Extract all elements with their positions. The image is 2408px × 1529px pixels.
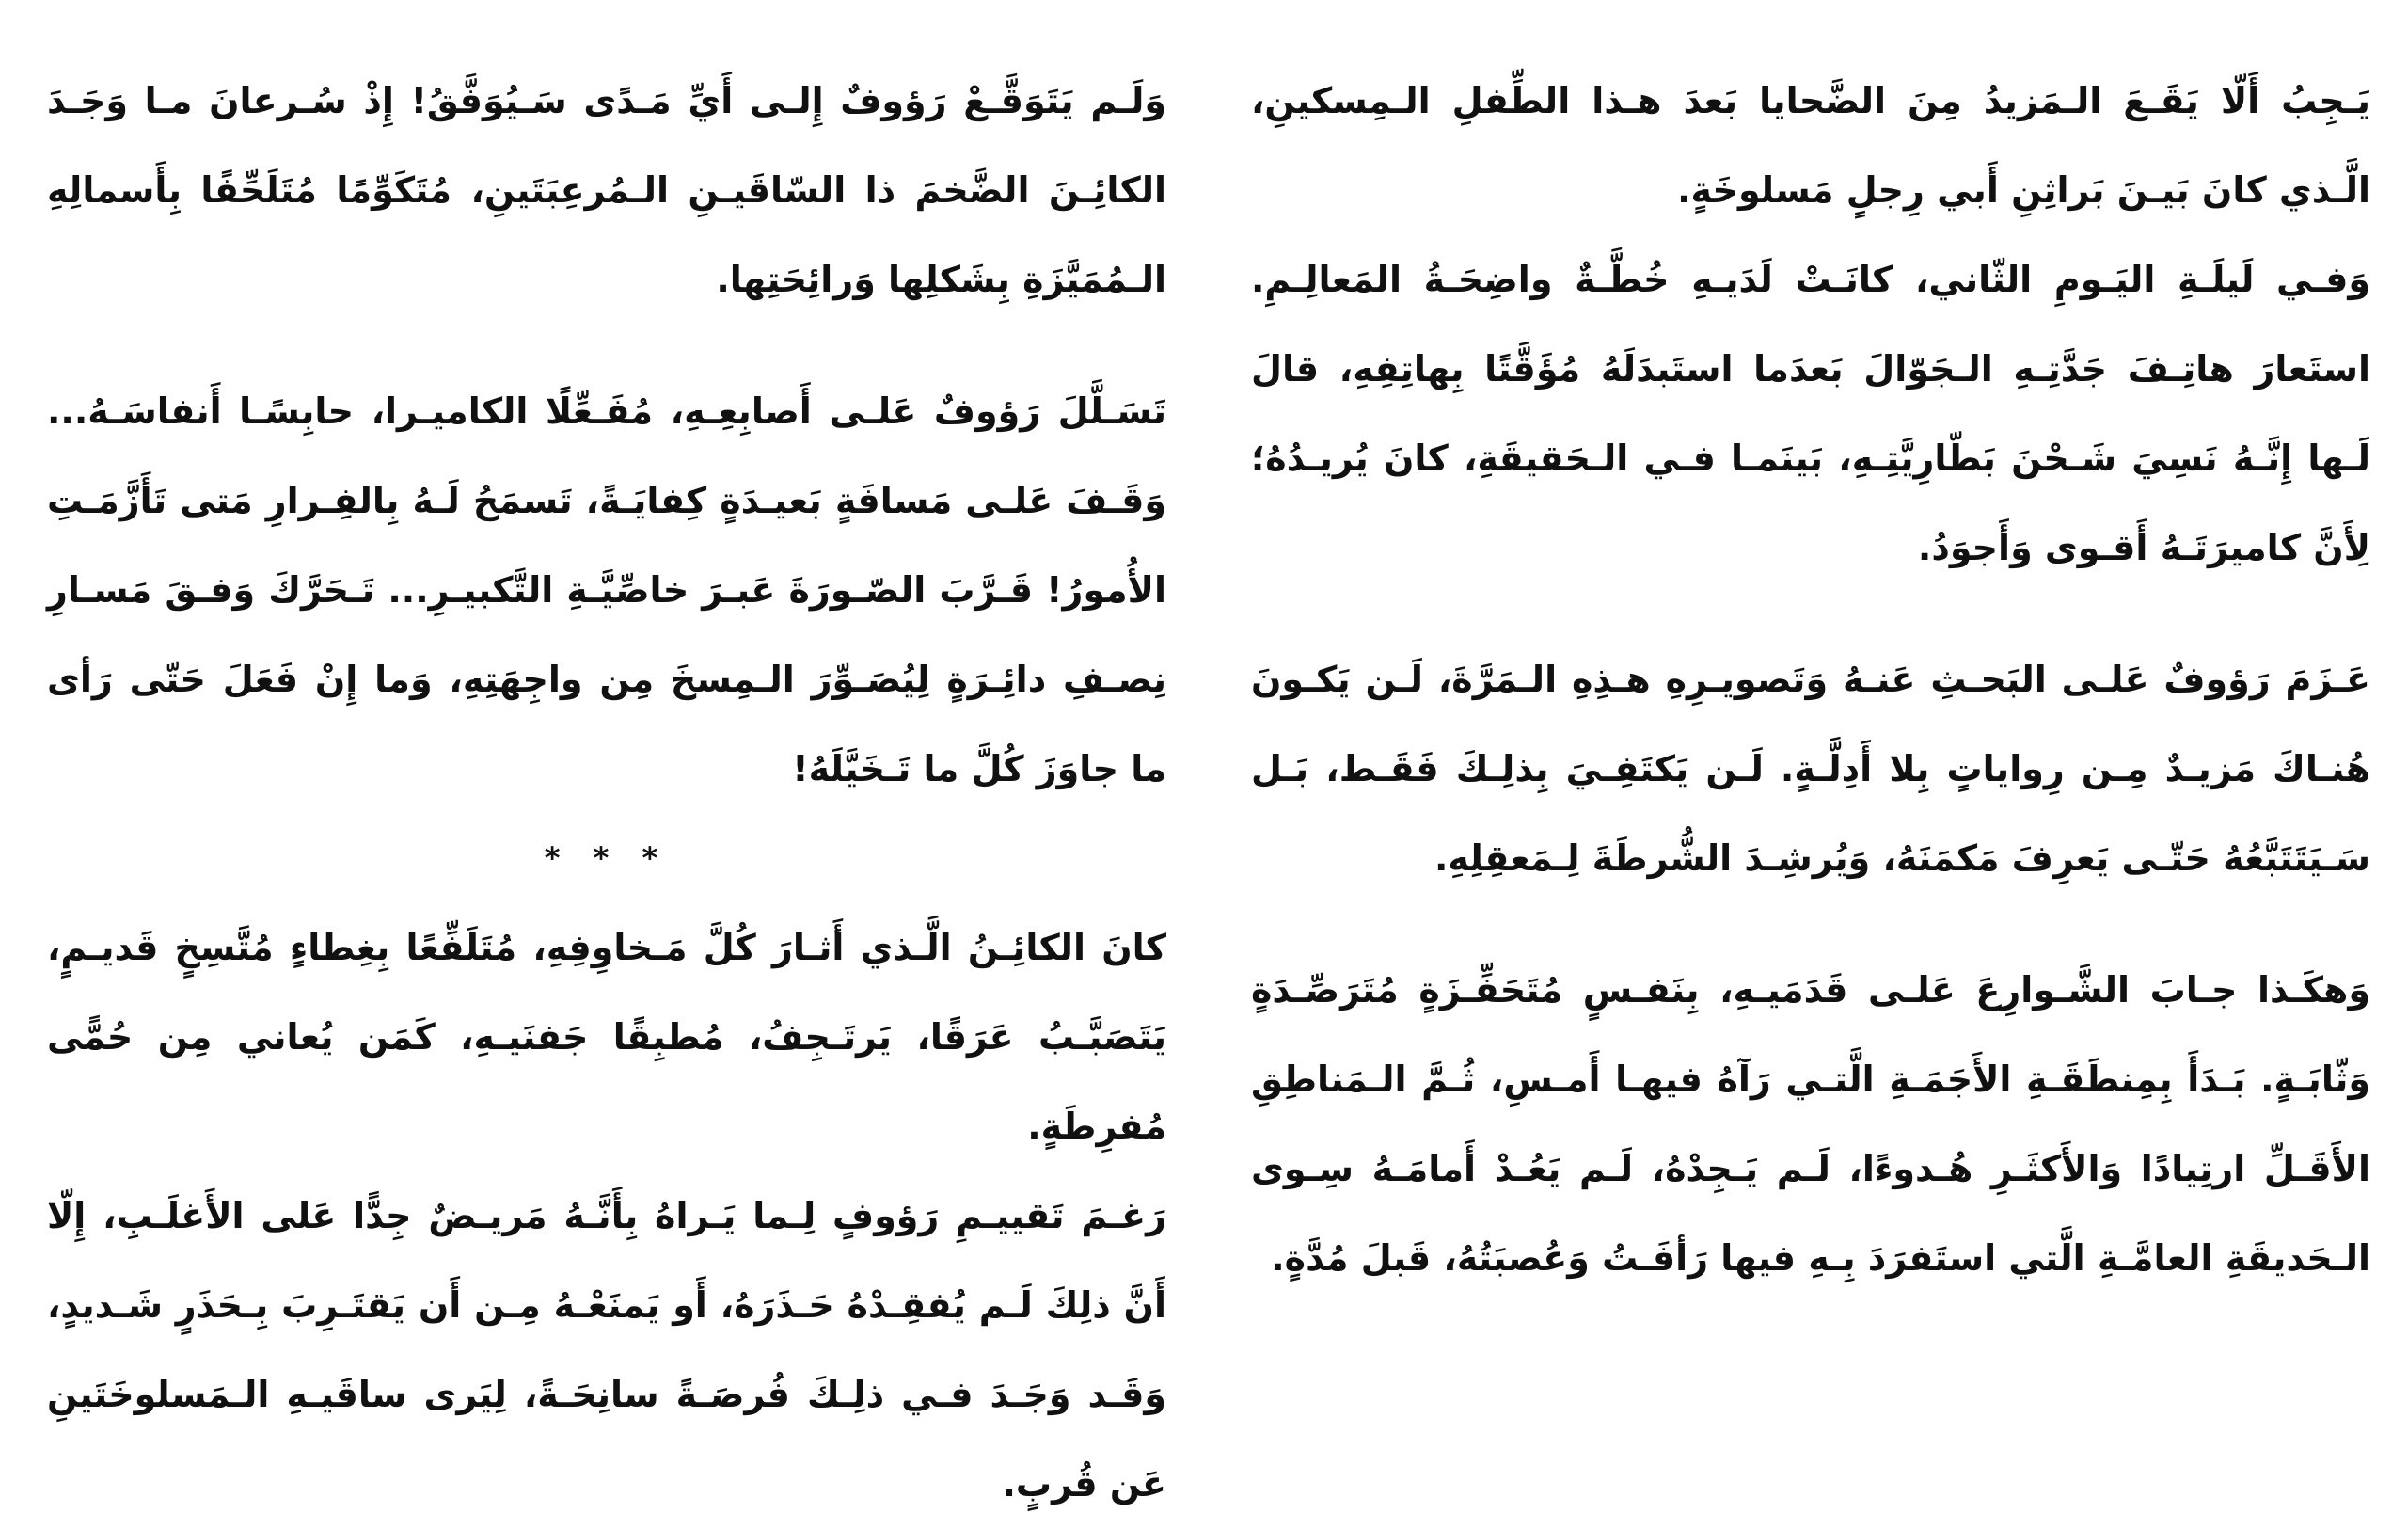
- left-paragraph-1: وَلَـم يَتَوَقَّـعْ رَؤوفٌ إِلـى أَيِّ مَـدًى سَـيُوَفَّقُ! إِذْ سُـرعانَ مـا وَجَـدَ الكائِـنَ الضَّخمَ ذا السّاقَيـنِ الـمُرعِبَتَينِ، مُتَكَوِّمًا مُتَلَحِّفًا بِأَسمالِهِ الـمُمَيَّزَةِ بِشَكلِها وَرائِحَتِها.: [47, 80, 1166, 300]
- left-page-column: [47, 56, 1166, 1529]
- left-paragraph-3: كانَ الكائِـنُ الَّـذي أَثـارَ كُلَّ مَـخاوِفِهِ، مُتَلَفِّعًا بِغِطاءٍ مُتَّسِخٍ قَديـمٍ، يَتَصَبَّـبُ عَرَقًا، يَرتَـجِفُ، مُطبِقًا جَفنَيـهِ، كَمَن يُعاني مِن حُمًّى مُفرِطَةٍ.: [47, 927, 1166, 1147]
- right-page-column: [1251, 56, 2370, 1303]
- right-paragraph-3: عَـزَمَ رَؤوفٌ عَلـى البَحـثِ عَنـهُ وَتَصويـرِهِ هـذِهِ الـمَرَّةَ، لَـن يَكـونَ هُنـاكَ مَزيـدٌ مِـن رِواياتٍ بِلا أَدِلَّـةٍ. لَـن يَكتَفِـيَ بِذلِـكَ فَقَـط، بَـل سَـيَتَتَبَّعُهُ حَتّـى يَعرِفَ مَكمَنَهُ، وَيُرشِـدَ الشُّرطَةَ لِـمَعقِلِهِ.: [1251, 659, 2370, 879]
- right-paragraph-2: وَفـي لَيلَـةِ اليَـومِ الثّاني، كانَـتْ لَدَيـهِ خُطَّـةٌ واضِحَـةُ المَعالِـمِ. استَعارَ هاتِـفَ جَدَّتِـهِ الـجَوّالَ بَعدَما استَبدَلَهُ مُؤَقَّتًا بِهاتِفِهِ، قالَ لَـها إِنَّـهُ نَسِيَ شَـحْنَ بَطّارِيَّتِـهِ، بَينَمـا فـي الـحَقيقَةِ، كانَ يُريـدُهُ؛ لِأَنَّ كاميرَتَـهُ أَقـوى وَأَجوَدُ.: [1251, 259, 2370, 568]
- right-paragraph-4: وَهكَـذا جـابَ الشَّـوارِعَ عَلـى قَدَمَيـهِ، بِنَفـسٍ مُتَحَفِّـزَةٍ مُتَرَصِّـدَةٍ وَثّابَـةٍ. بَـدَأَ بِمِنطَقَـةِ الأَجَمَـةِ الَّتـي رَآهُ فيهـا أَمـسِ، ثُـمَّ الـمَناطِقِ الأَقَـلِّ ارتِيادًا وَالأَكثَـرِ هُـدوءًا، لَـم يَـجِدْهُ، لَـم يَعُـدْ أَمامَـهُ سِـوى الـحَديقَةِ العامَّـةِ الَّتي استَفرَدَ بِـهِ فيها رَأفَـتُ وَعُصبَتُهُ، قَبلَ مُدَّةٍ.: [1251, 969, 2370, 1279]
- section-separator: * * *: [544, 840, 670, 876]
- left-paragraph-2: تَسَـلَّلَ رَؤوفٌ عَلـى أَصابِعِـهِ، مُفَـعِّلًا الكاميـرا، حابِسًـا أَنفاسَـهُ... وَقَـفَ عَلـى مَسافَةٍ بَعيـدَةٍ كِفايَـةً، تَسمَحُ لَـهُ بِالفِـرارِ مَتى تَأَزَّمَـتِ الأُمورُ! قَـرَّبَ الصّـورَةَ عَبـرَ خاصِّيَّـةِ التَّكبيـرِ... تَـحَرَّكَ وَفـقَ مَسـارِ نِصـفِ دائِـرَةٍ لِيُصَـوِّرَ الـمِسخَ مِن واجِهَتِهِ، وَما إِنْ فَعَلَ حَتّى رَأى ما جاوَزَ كُلَّ ما تَـخَيَّلَهُ!: [47, 390, 1166, 789]
- paragraph-gap: [47, 325, 1166, 367]
- paragraph-gap: [1251, 903, 2370, 946]
- right-paragraph-1: يَـجِبُ أَلّا يَقَـعَ الـمَزيدُ مِنَ الضَّحايا بَعدَ هـذا الطِّفلِ الـمِسكينِ، الَّـذي كانَ بَيـنَ بَراثِنِ أَبي رِجلٍ مَسلوخَةٍ.: [1251, 80, 2370, 211]
- paragraph-gap: [1251, 593, 2370, 635]
- left-paragraph-4: رَغـمَ تَقييـمِ رَؤوفٍ لِـما يَـراهُ بِأَنَّـهُ مَريـضٌ جِدًّا عَلى الأَغلَـبِ، إِلّا أَنَّ ذلِكَ لَـم يُفقِـدْهُ حَـذَرَهُ، أَو يَمنَعْـهُ مِـن أَن يَقتَـرِبَ بِـحَذَرٍ شَـديدٍ، وَقَـد وَجَـدَ فـي ذلِـكَ فُرصَـةً سانِحَـةً، لِيَرى ساقَيـهِ الـمَسلوخَتَينِ عَن قُربٍ.: [47, 1195, 1166, 1505]
